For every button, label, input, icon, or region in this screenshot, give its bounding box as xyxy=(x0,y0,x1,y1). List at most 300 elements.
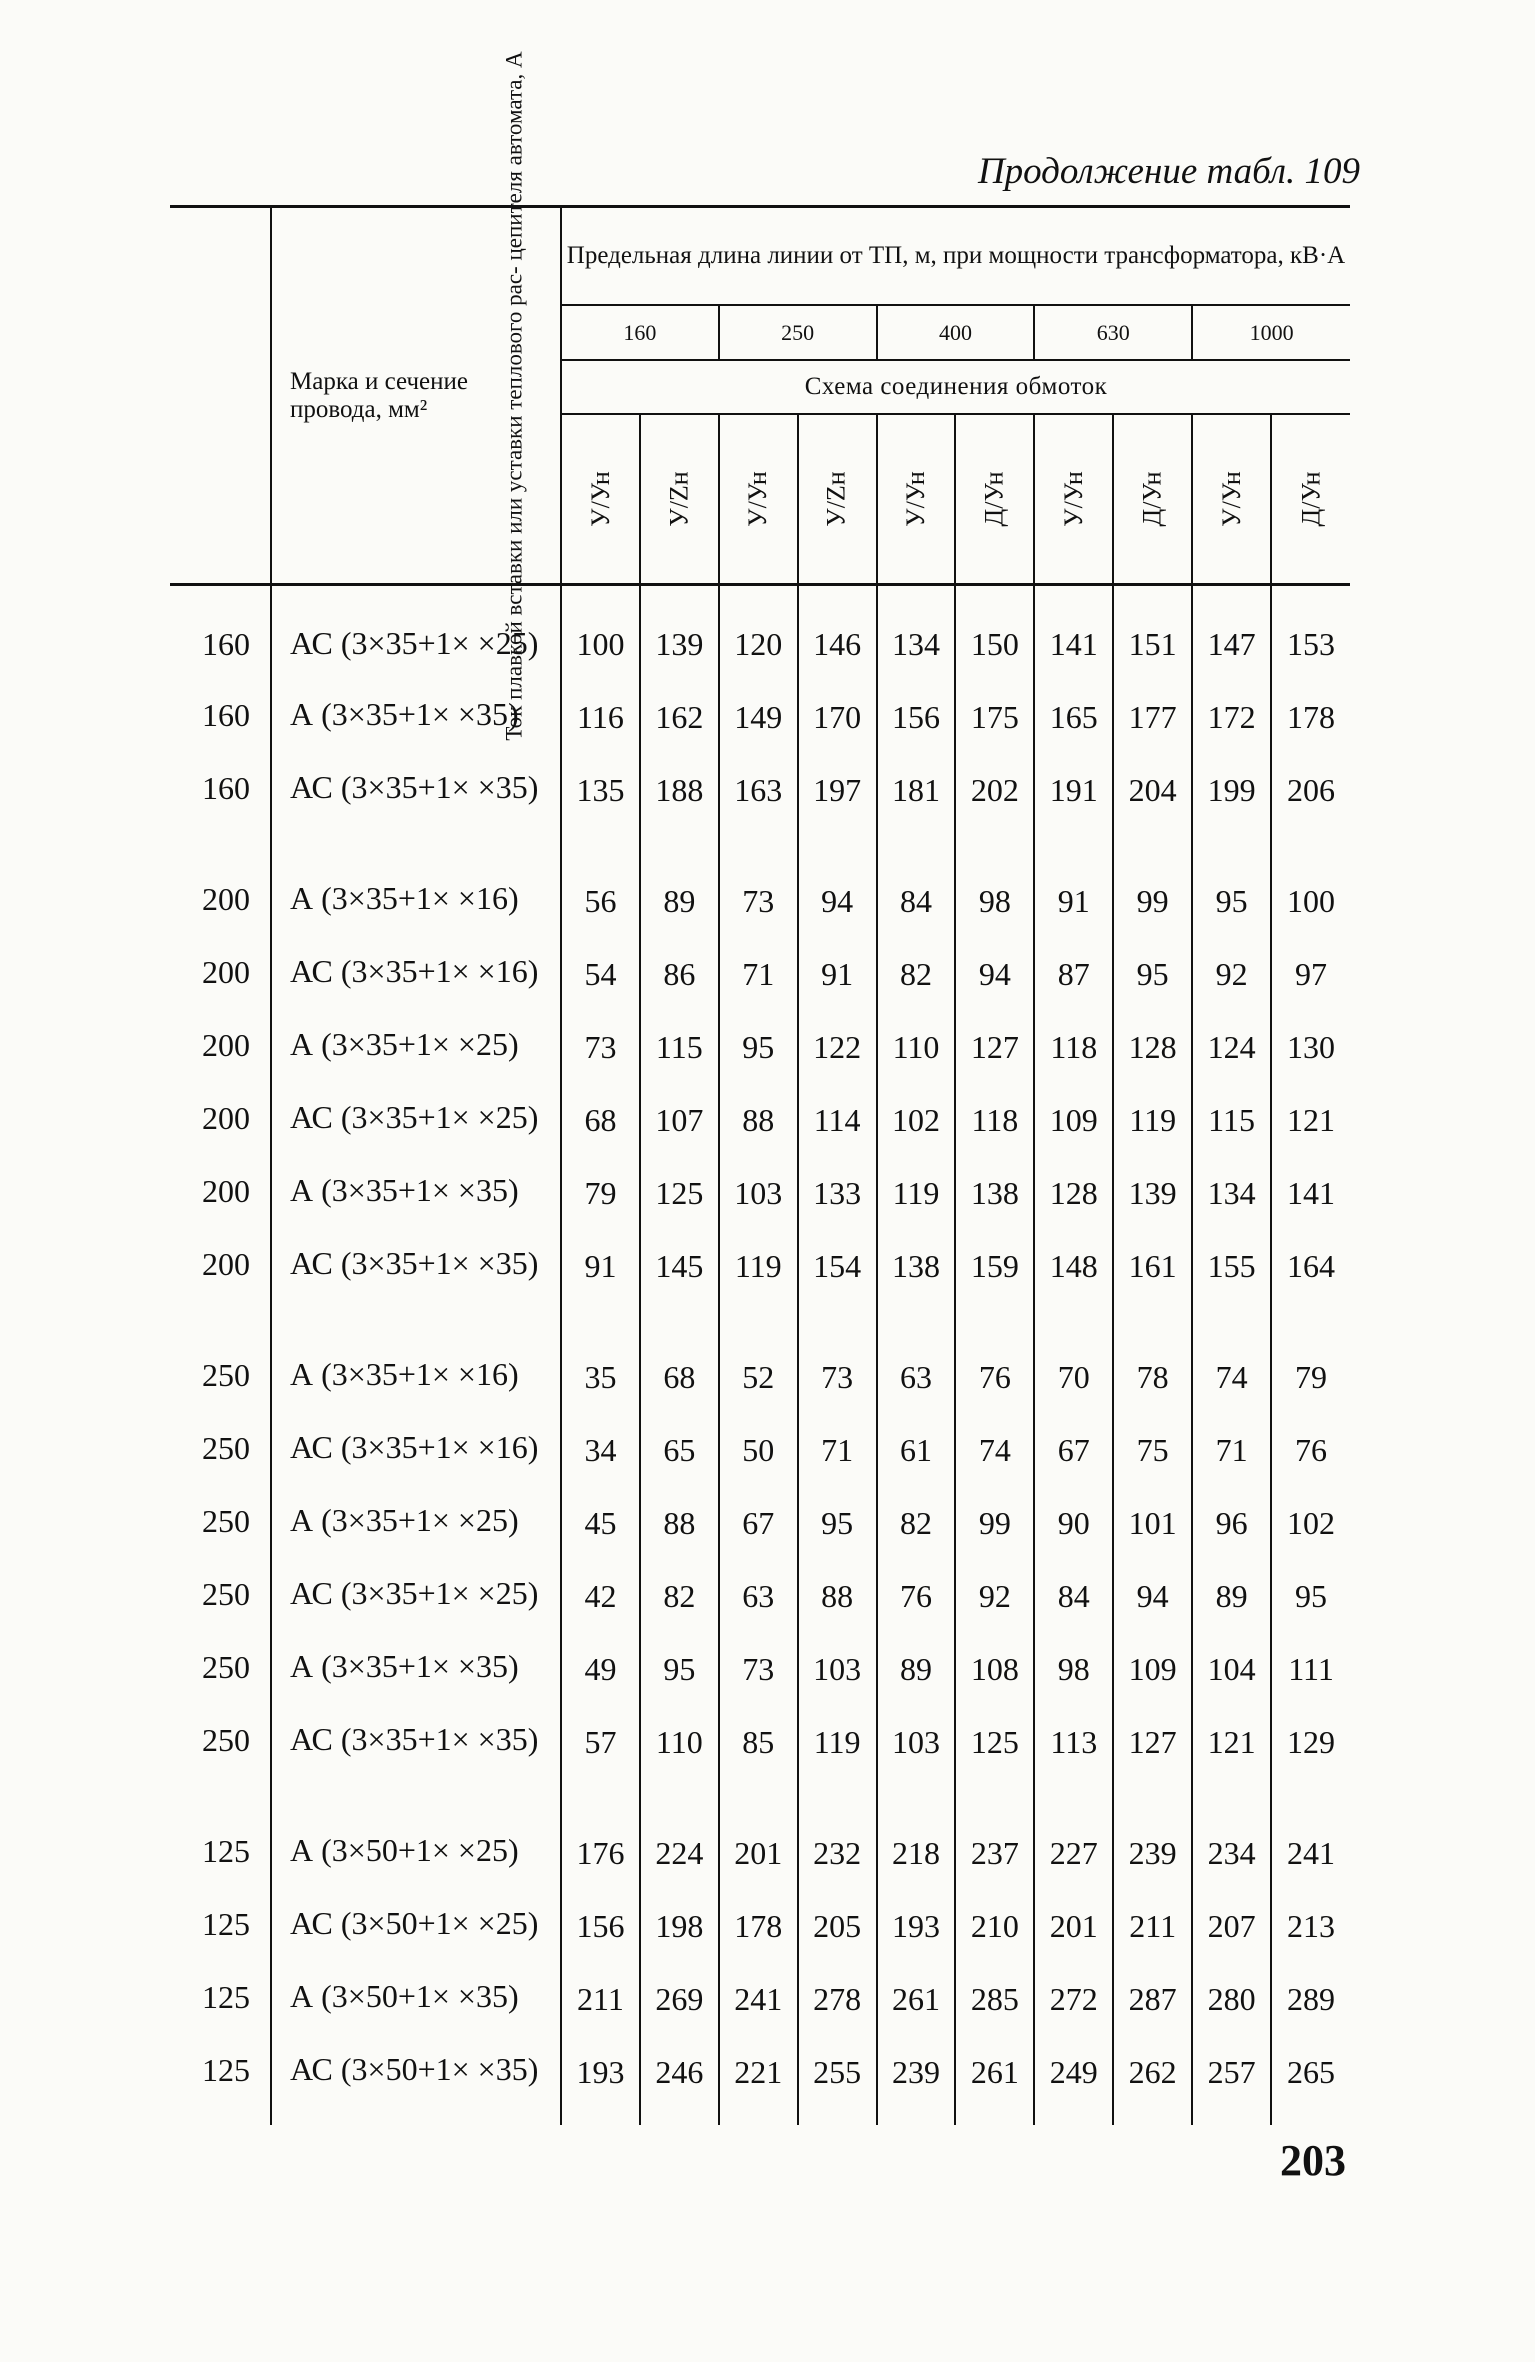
cell-current: 250 xyxy=(170,1722,271,1795)
cell-length: 206 xyxy=(1271,770,1350,843)
cell-length: 103 xyxy=(798,1649,877,1722)
cell-length: 249 xyxy=(1034,2052,1113,2125)
cell-length: 42 xyxy=(561,1576,640,1649)
cell-length: 163 xyxy=(719,770,798,843)
cell-length: 96 xyxy=(1192,1503,1271,1576)
cell-length: 135 xyxy=(561,770,640,843)
cell-length: 113 xyxy=(1034,1722,1113,1795)
cell-length: 90 xyxy=(1034,1503,1113,1576)
cell-length: 134 xyxy=(1192,1173,1271,1246)
gap-cell xyxy=(719,843,798,881)
cell-length: 156 xyxy=(561,1906,640,1979)
cell-length: 239 xyxy=(1113,1833,1192,1906)
header-power: 1000 xyxy=(1192,305,1350,359)
cell-length: 205 xyxy=(798,1906,877,1979)
header-connection-label: У/Zн xyxy=(822,471,852,527)
cell-length: 73 xyxy=(719,1649,798,1722)
cell-length: 147 xyxy=(1192,585,1271,698)
cell-length: 130 xyxy=(1271,1027,1350,1100)
cell-length: 156 xyxy=(877,697,956,770)
group-gap xyxy=(170,1795,1350,1833)
cell-wire: А (3×50+1× ×25) xyxy=(271,1833,561,1906)
cell-current: 250 xyxy=(170,1576,271,1649)
cell-length: 124 xyxy=(1192,1027,1271,1100)
cell-wire: АС (3×35+1× ×35) xyxy=(271,770,561,843)
header-connection-label: Д/Ун xyxy=(979,471,1009,527)
cell-length: 65 xyxy=(640,1430,719,1503)
cell-length: 101 xyxy=(1113,1503,1192,1576)
header-connection xyxy=(955,414,1034,584)
cell-length: 154 xyxy=(798,1246,877,1319)
cell-length: 68 xyxy=(640,1357,719,1430)
cell-length: 76 xyxy=(1271,1430,1350,1503)
gap-cell xyxy=(1271,1319,1350,1357)
cell-length: 155 xyxy=(1192,1246,1271,1319)
cell-length: 193 xyxy=(561,2052,640,2125)
header-connection xyxy=(1034,414,1113,584)
header-power: 250 xyxy=(719,305,877,359)
cell-length: 213 xyxy=(1271,1906,1350,1979)
cell-length: 128 xyxy=(1034,1173,1113,1246)
cell-length: 82 xyxy=(877,1503,956,1576)
group-gap xyxy=(170,843,1350,881)
gap-cell xyxy=(877,843,956,881)
cell-length: 278 xyxy=(798,1979,877,2052)
cell-length: 35 xyxy=(561,1357,640,1430)
gap-cell xyxy=(1192,1319,1271,1357)
gap-cell xyxy=(1192,1795,1271,1833)
cell-length: 74 xyxy=(1192,1357,1271,1430)
cell-length: 73 xyxy=(561,1027,640,1100)
header-connection xyxy=(640,414,719,584)
cell-length: 74 xyxy=(955,1430,1034,1503)
cell-length: 239 xyxy=(877,2052,956,2125)
cell-wire: А (3×35+1× ×25) xyxy=(271,1503,561,1576)
gap-cell xyxy=(561,843,640,881)
gap-cell xyxy=(271,843,561,881)
cell-length: 71 xyxy=(1192,1430,1271,1503)
cell-length: 178 xyxy=(1271,697,1350,770)
cell-length: 221 xyxy=(719,2052,798,2125)
cell-length: 150 xyxy=(955,585,1034,698)
header-connection xyxy=(1192,414,1271,584)
cell-length: 95 xyxy=(640,1649,719,1722)
cell-length: 99 xyxy=(1113,881,1192,954)
header-scheme: Схема соединения обмоток xyxy=(561,360,1350,414)
cell-length: 108 xyxy=(955,1649,1034,1722)
cell-length: 76 xyxy=(955,1357,1034,1430)
cell-length: 91 xyxy=(561,1246,640,1319)
cell-length: 109 xyxy=(1034,1100,1113,1173)
cell-current: 160 xyxy=(170,585,271,698)
gap-cell xyxy=(877,1795,956,1833)
cell-length: 82 xyxy=(640,1576,719,1649)
cell-length: 210 xyxy=(955,1906,1034,1979)
cell-current: 160 xyxy=(170,697,271,770)
cell-wire: А (3×35+1× ×25) xyxy=(271,1027,561,1100)
header-connection xyxy=(1113,414,1192,584)
cell-length: 100 xyxy=(1271,881,1350,954)
table-row xyxy=(170,1649,1350,1722)
cell-length: 73 xyxy=(798,1357,877,1430)
cell-current: 250 xyxy=(170,1503,271,1576)
cell-current: 125 xyxy=(170,1979,271,2052)
header-connection-label: У/Ун xyxy=(901,471,931,527)
table-row xyxy=(170,697,1350,770)
cell-length: 119 xyxy=(719,1246,798,1319)
cell-length: 95 xyxy=(1192,881,1271,954)
gap-cell xyxy=(1034,843,1113,881)
cell-wire: АС (3×50+1× ×25) xyxy=(271,1906,561,1979)
cell-length: 139 xyxy=(640,585,719,698)
cell-length: 149 xyxy=(719,697,798,770)
cell-length: 255 xyxy=(798,2052,877,2125)
cell-length: 119 xyxy=(1113,1100,1192,1173)
cell-length: 103 xyxy=(877,1722,956,1795)
cell-wire: АС (3×35+1× ×16) xyxy=(271,954,561,1027)
header-connection xyxy=(798,414,877,584)
cell-length: 109 xyxy=(1113,1649,1192,1722)
header-connection xyxy=(561,414,640,584)
cell-length: 227 xyxy=(1034,1833,1113,1906)
cell-length: 104 xyxy=(1192,1649,1271,1722)
header-connection xyxy=(877,414,956,584)
cell-length: 57 xyxy=(561,1722,640,1795)
gap-cell xyxy=(1192,843,1271,881)
cell-length: 176 xyxy=(561,1833,640,1906)
cell-length: 45 xyxy=(561,1503,640,1576)
cell-length: 118 xyxy=(955,1100,1034,1173)
cell-length: 95 xyxy=(719,1027,798,1100)
cell-length: 151 xyxy=(1113,585,1192,698)
cell-length: 125 xyxy=(640,1173,719,1246)
cell-length: 218 xyxy=(877,1833,956,1906)
cell-length: 128 xyxy=(1113,1027,1192,1100)
cell-length: 121 xyxy=(1192,1722,1271,1795)
cell-length: 237 xyxy=(955,1833,1034,1906)
cell-length: 98 xyxy=(955,881,1034,954)
cell-current: 250 xyxy=(170,1357,271,1430)
header-span: Предельная длина линии от ТП, м, при мощности трансформатора, кВ·А xyxy=(561,207,1350,306)
cell-length: 138 xyxy=(877,1246,956,1319)
gap-cell xyxy=(1113,1319,1192,1357)
cell-wire: А (3×35+1× ×16) xyxy=(271,1357,561,1430)
cell-length: 102 xyxy=(877,1100,956,1173)
cell-length: 204 xyxy=(1113,770,1192,843)
table-row xyxy=(170,1430,1350,1503)
cell-length: 153 xyxy=(1271,585,1350,698)
cell-current: 125 xyxy=(170,2052,271,2125)
cell-wire: АС (3×35+1× ×35) xyxy=(271,1722,561,1795)
cell-wire: АС (3×50+1× ×35) xyxy=(271,2052,561,2125)
cell-length: 76 xyxy=(877,1576,956,1649)
cell-length: 56 xyxy=(561,881,640,954)
cell-length: 127 xyxy=(1113,1722,1192,1795)
cell-length: 127 xyxy=(955,1027,1034,1100)
cell-length: 75 xyxy=(1113,1430,1192,1503)
gap-cell xyxy=(1271,1795,1350,1833)
gap-cell xyxy=(170,1319,271,1357)
cell-length: 201 xyxy=(719,1833,798,1906)
cell-length: 181 xyxy=(877,770,956,843)
cell-length: 99 xyxy=(955,1503,1034,1576)
gap-cell xyxy=(798,843,877,881)
cell-length: 159 xyxy=(955,1246,1034,1319)
cell-length: 164 xyxy=(1271,1246,1350,1319)
gap-cell xyxy=(1034,1795,1113,1833)
cell-length: 188 xyxy=(640,770,719,843)
cell-length: 175 xyxy=(955,697,1034,770)
header-wire: Марка и сечение провода, мм² xyxy=(271,207,561,585)
table-row xyxy=(170,1173,1350,1246)
cell-length: 68 xyxy=(561,1100,640,1173)
gap-cell xyxy=(561,1795,640,1833)
cell-length: 92 xyxy=(955,1576,1034,1649)
cell-length: 111 xyxy=(1271,1649,1350,1722)
cell-length: 103 xyxy=(719,1173,798,1246)
cell-wire: АС (3×35+1× ×35) xyxy=(271,1246,561,1319)
cell-length: 211 xyxy=(1113,1906,1192,1979)
cell-length: 232 xyxy=(798,1833,877,1906)
cell-length: 115 xyxy=(640,1027,719,1100)
cell-length: 272 xyxy=(1034,1979,1113,2052)
gap-cell xyxy=(561,1319,640,1357)
table-row xyxy=(170,1246,1350,1319)
cell-length: 67 xyxy=(719,1503,798,1576)
cell-length: 265 xyxy=(1271,2052,1350,2125)
cell-length: 202 xyxy=(955,770,1034,843)
cell-current: 250 xyxy=(170,1649,271,1722)
gap-cell xyxy=(955,1319,1034,1357)
cell-wire: А (3×35+1× ×35) xyxy=(271,1173,561,1246)
cell-length: 178 xyxy=(719,1906,798,1979)
cell-length: 84 xyxy=(877,881,956,954)
cell-length: 289 xyxy=(1271,1979,1350,2052)
header-power: 630 xyxy=(1034,305,1192,359)
cell-length: 79 xyxy=(561,1173,640,1246)
cell-wire: АС (3×35+1× ×25) xyxy=(271,1576,561,1649)
gap-cell xyxy=(955,843,1034,881)
cell-length: 87 xyxy=(1034,954,1113,1027)
cell-length: 138 xyxy=(955,1173,1034,1246)
cell-length: 241 xyxy=(719,1979,798,2052)
cell-length: 261 xyxy=(955,2052,1034,2125)
gap-cell xyxy=(640,1795,719,1833)
cell-length: 134 xyxy=(877,585,956,698)
table-row xyxy=(170,954,1350,1027)
gap-cell xyxy=(719,1319,798,1357)
cell-length: 201 xyxy=(1034,1906,1113,1979)
cell-length: 241 xyxy=(1271,1833,1350,1906)
cell-length: 141 xyxy=(1271,1173,1350,1246)
cell-length: 71 xyxy=(719,954,798,1027)
cell-length: 89 xyxy=(877,1649,956,1722)
cell-length: 79 xyxy=(1271,1357,1350,1430)
table-row xyxy=(170,2052,1350,2125)
cell-length: 67 xyxy=(1034,1430,1113,1503)
cell-current: 160 xyxy=(170,770,271,843)
cell-length: 139 xyxy=(1113,1173,1192,1246)
cell-wire: А (3×35+1× ×35) xyxy=(271,1649,561,1722)
gap-cell xyxy=(271,1319,561,1357)
cell-wire: А (3×35+1× ×16) xyxy=(271,881,561,954)
cell-length: 285 xyxy=(955,1979,1034,2052)
cell-length: 95 xyxy=(1271,1576,1350,1649)
cell-length: 118 xyxy=(1034,1027,1113,1100)
cell-length: 54 xyxy=(561,954,640,1027)
table-row xyxy=(170,585,1350,698)
cell-length: 94 xyxy=(955,954,1034,1027)
cell-length: 280 xyxy=(1192,1979,1271,2052)
cell-length: 100 xyxy=(561,585,640,698)
header-connection xyxy=(1271,414,1350,584)
cell-length: 193 xyxy=(877,1906,956,1979)
cell-length: 199 xyxy=(1192,770,1271,843)
cell-length: 92 xyxy=(1192,954,1271,1027)
table-row xyxy=(170,1979,1350,2052)
cell-length: 61 xyxy=(877,1430,956,1503)
gap-cell xyxy=(1034,1319,1113,1357)
gap-cell xyxy=(877,1319,956,1357)
group-gap xyxy=(170,1319,1350,1357)
cell-length: 63 xyxy=(877,1357,956,1430)
cell-length: 207 xyxy=(1192,1906,1271,1979)
header-connection xyxy=(719,414,798,584)
header-connection-label: У/Ун xyxy=(1216,471,1246,527)
cell-current: 125 xyxy=(170,1833,271,1906)
cell-wire: А (3×35+1× ×35) xyxy=(271,697,561,770)
cell-length: 97 xyxy=(1271,954,1350,1027)
cell-current: 200 xyxy=(170,881,271,954)
gap-cell xyxy=(271,1795,561,1833)
cell-length: 91 xyxy=(798,954,877,1027)
cell-current: 125 xyxy=(170,1906,271,1979)
cell-length: 89 xyxy=(640,881,719,954)
table-row xyxy=(170,1027,1350,1100)
cell-length: 88 xyxy=(640,1503,719,1576)
cell-length: 119 xyxy=(798,1722,877,1795)
cell-current: 200 xyxy=(170,1173,271,1246)
header-connection-label: У/Ун xyxy=(585,471,615,527)
cell-length: 224 xyxy=(640,1833,719,1906)
cell-length: 115 xyxy=(1192,1100,1271,1173)
gap-cell xyxy=(955,1795,1034,1833)
cell-length: 98 xyxy=(1034,1649,1113,1722)
cell-length: 110 xyxy=(877,1027,956,1100)
cell-length: 71 xyxy=(798,1430,877,1503)
cell-length: 82 xyxy=(877,954,956,1027)
gap-cell xyxy=(1113,1795,1192,1833)
header-current-label: Ток плавкой вставки или уставки теплового рас- цепителя автомата, А xyxy=(501,50,527,741)
cell-length: 63 xyxy=(719,1576,798,1649)
gap-cell xyxy=(719,1795,798,1833)
cell-length: 121 xyxy=(1271,1100,1350,1173)
cell-length: 110 xyxy=(640,1722,719,1795)
cell-length: 125 xyxy=(955,1722,1034,1795)
cell-length: 114 xyxy=(798,1100,877,1173)
cell-length: 52 xyxy=(719,1357,798,1430)
cell-length: 148 xyxy=(1034,1246,1113,1319)
cell-length: 91 xyxy=(1034,881,1113,954)
cell-length: 70 xyxy=(1034,1357,1113,1430)
cell-wire: АС (3×35+1× ×25) xyxy=(271,585,561,698)
gap-cell xyxy=(1113,843,1192,881)
cell-length: 165 xyxy=(1034,697,1113,770)
header-power: 400 xyxy=(877,305,1035,359)
cell-current: 250 xyxy=(170,1430,271,1503)
cell-length: 122 xyxy=(798,1027,877,1100)
cell-wire: АС (3×35+1× ×16) xyxy=(271,1430,561,1503)
cell-length: 211 xyxy=(561,1979,640,2052)
table-row xyxy=(170,1357,1350,1430)
gap-cell xyxy=(798,1795,877,1833)
table-caption: Продолжение табл. 109 xyxy=(977,151,1360,192)
gap-cell xyxy=(1271,843,1350,881)
gap-cell xyxy=(640,843,719,881)
header-connection-label: У/Ун xyxy=(1058,471,1088,527)
header-connection-label: Д/Ун xyxy=(1296,471,1325,527)
table-row xyxy=(170,1833,1350,1906)
cell-length: 102 xyxy=(1271,1503,1350,1576)
cell-length: 49 xyxy=(561,1649,640,1722)
cell-length: 246 xyxy=(640,2052,719,2125)
cell-length: 119 xyxy=(877,1173,956,1246)
cell-wire: АС (3×35+1× ×25) xyxy=(271,1100,561,1173)
cell-length: 172 xyxy=(1192,697,1271,770)
gap-cell xyxy=(170,1795,271,1833)
cell-length: 287 xyxy=(1113,1979,1192,2052)
cell-length: 94 xyxy=(1113,1576,1192,1649)
cell-length: 120 xyxy=(719,585,798,698)
cell-length: 146 xyxy=(798,585,877,698)
cell-current: 200 xyxy=(170,954,271,1027)
header-connection-label: У/Ун xyxy=(743,471,773,527)
cell-current: 200 xyxy=(170,1246,271,1319)
cell-length: 261 xyxy=(877,1979,956,2052)
cell-length: 95 xyxy=(1113,954,1192,1027)
table-row xyxy=(170,770,1350,843)
cell-length: 88 xyxy=(719,1100,798,1173)
header-connection-label: У/Zн xyxy=(664,471,694,527)
cell-length: 177 xyxy=(1113,697,1192,770)
cell-length: 197 xyxy=(798,770,877,843)
cell-current: 200 xyxy=(170,1027,271,1100)
table-row xyxy=(170,881,1350,954)
cell-length: 73 xyxy=(719,881,798,954)
cell-length: 162 xyxy=(640,697,719,770)
gap-cell xyxy=(798,1319,877,1357)
header-power: 160 xyxy=(561,305,719,359)
cell-length: 129 xyxy=(1271,1722,1350,1795)
cell-length: 116 xyxy=(561,697,640,770)
gap-cell xyxy=(170,843,271,881)
cell-length: 88 xyxy=(798,1576,877,1649)
gap-cell xyxy=(640,1319,719,1357)
table-row xyxy=(170,1503,1350,1576)
header-connection-label: Д/Ун xyxy=(1137,471,1167,527)
cell-length: 262 xyxy=(1113,2052,1192,2125)
page-number: 203 xyxy=(1280,2136,1346,2185)
cell-length: 198 xyxy=(640,1906,719,1979)
cell-length: 89 xyxy=(1192,1576,1271,1649)
cell-length: 107 xyxy=(640,1100,719,1173)
cell-length: 95 xyxy=(798,1503,877,1576)
table-row xyxy=(170,1100,1350,1173)
cell-length: 161 xyxy=(1113,1246,1192,1319)
cell-length: 191 xyxy=(1034,770,1113,843)
cell-length: 85 xyxy=(719,1722,798,1795)
cell-wire: А (3×50+1× ×35) xyxy=(271,1979,561,2052)
